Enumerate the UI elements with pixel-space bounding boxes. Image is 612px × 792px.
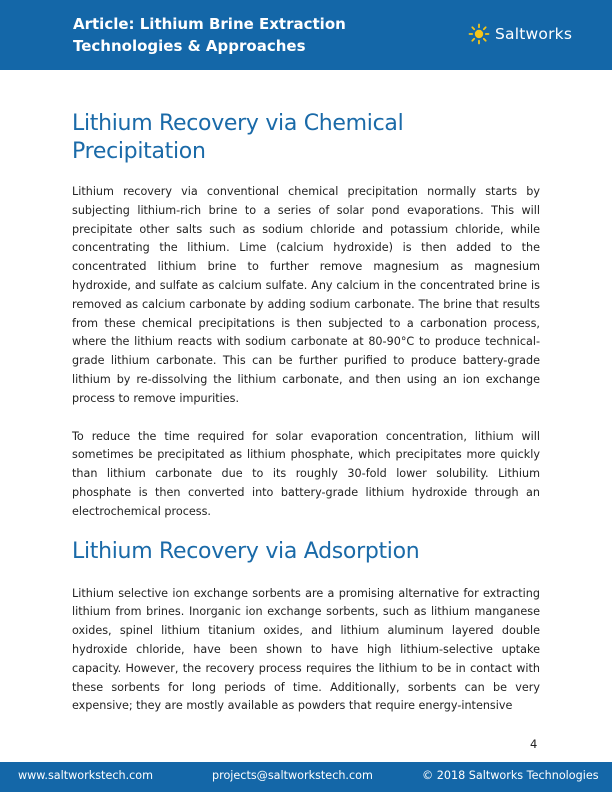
header-bar [0,0,612,70]
saltworks-logo [468,22,572,46]
section-heading-adsorption: Lithium Recovery via Adsorption [72,538,420,564]
logo-wordmark: Saltworks [495,25,573,43]
footer-copyright: © 2018 Saltworks Technologies [422,769,599,782]
paragraph-adsorption-1: Lithium selective ion exchange sorbents are a promising alternative for extracting lithium from brines. Inorganic ion exchange sorbents, such as lithium manganese oxides, spinel lithium titanium oxides, and lithium aluminum layered double hydroxide chloride, have been shown to have high lithium-selective uptake capacity. However, the recovery process requires the lithium to be in contact with these sorbents for long periods of time. Additionally, sorbents can be very expensive; they are mostly available as powders that require energy-intensive [72,586,540,713]
footer-website-link[interactable]: www.saltworkstech.com [18,769,154,782]
page-number: 4 [530,737,538,751]
footer-email-link[interactable]: projects@saltworkstech.com [212,769,373,782]
paragraph-precipitation-2: To reduce the time required for solar evaporation concentration, lithium will sometimes be precipitated as lithium phosphate, which precipitates more quickly than lithium carbonate due to its roughly 30-fold lower solubility. Lithium phosphate is then converted into battery-grade lithium hydroxide through an electrochemical process. [72,429,540,518]
section-heading-precipitation: Lithium Recovery via Chemical Precipitation [72,111,404,164]
article-body [72,100,540,716]
article-title: Article: Lithium Brine Extraction Technologies & Approaches [73,15,346,55]
paragraph-precipitation-1: Lithium recovery via conventional chemical precipitation normally starts by subjecting lithium-rich brine to a series of solar pond evaporations. This will precipitate other salts such as sodium chloride and potassium chloride, while concentrating the lithium. Lime (calcium hydroxide) is then added to the concentrated lithium brine to further remove magnesium as magnesium hydroxide, and sulfate as calcium sulfate. Any calcium in the concentrated brine is removed as calcium carbonate by adding sodium carbonate. The brine that results from these chemical precipitations is then subjected to a carbonation process, where the lithium reacts with sodium carbonate at 80-90°C to produce technical-grade lithium carbonate. This can be further purified to produce battery-grade lithium by re-dissolving the lithium carbonate, and then using an ion exchange process to remove impurities. [72,185,540,405]
footer-bar [0,762,612,792]
sun-icon [468,23,490,45]
